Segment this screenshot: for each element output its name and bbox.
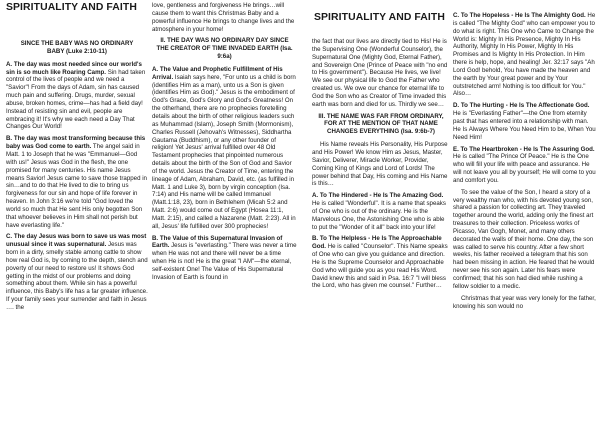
paragraph-c-label: C. To The Hopeless - He Is The Almighty God.: [453, 12, 586, 19]
story-paragraph: To see the value of the Son, I heard a story of a very wealthy man who, with his devoted young son, shared a passion for collecting art. They traveled together around the world, adding only the finest art treasures to their collection. Priceless works of Picasso, Van Gogh, Monet, and many others decorated the walls of their home. One day, the son was called to serve his country. After a few short weeks, his father received a telegram that his son had been missing in action. He feared that he would never see his son again. Later his fears were confirmed; that his son had died while rushing a fellow soldier to a medic.: [453, 188, 595, 290]
left-column-1: [6, 40, 148, 424]
paragraph-b: [312, 235, 450, 290]
right-column-1: [312, 38, 450, 424]
paragraph-a-text: He is called "Wonderful". It is a name that speaks of One who is out of the ordinary. He is the Marvelous One, the Astonishing One who is able to put the "Wonder of it all" back into your life!: [312, 200, 446, 231]
paragraph-b-text: The angel said in Matt. 1 to Joseph that he was "Emmanuel—God with us!" Jesus was God in the flesh, the one promised for many centuries. His name Jesus means Savior! Jesus came to save those trapped in sin…and to do that He lived to die to bring us forgiveness for our sin and hope of life forever in heaven. In John 3:16 we're told "God loved the world so much that He sent His only begotten Son that whoever believes in Him shall not perish but have everlasting life.": [6, 143, 147, 229]
section-heading: III. THE NAME WAS FAR FROM ORDINARY, FOR AT THE MENTION OF THAT NAME CHANGES EVERYTHING (Isa. 9:6b-7): [318, 112, 444, 136]
paragraph-a: [152, 66, 297, 231]
paragraph-e: [453, 146, 598, 185]
paragraph-a: [312, 192, 450, 231]
paragraph-a: [6, 61, 148, 132]
paragraph-c: [453, 12, 598, 98]
paragraph-a-label: A. The day was most needed since our world's sin is so much like Roaring Camp.: [6, 60, 142, 76]
paragraph-d-label: D. To The Hurting - He Is The Affectionate God.: [453, 102, 590, 110]
paragraph-e-text: He is called "The Prince Of Peace." He is the One who will fill your life with peace and assurance. He will not leave you all by yourself; He will come to you and comfort you.: [453, 153, 596, 184]
paragraph-a-label: A. The Value and Prophetic Fulfillment of His Arrival.: [152, 65, 283, 81]
right-page: [300, 0, 600, 424]
paragraph-d-text: He is "Everlasting Father"—the One from eternity past that has entered into a relationship with man. He Is Always Where You Need Him to be, When You Need Him!: [453, 110, 596, 141]
paragraph-a-label: A. To The Hindered - He Is The Amazing God.: [312, 192, 444, 200]
column-intro: love, gentleness and forgiveness He brings…will cause them to want this Christmas Baby and a powerful influence He brings to change lives and the atmosphere in your home!: [152, 2, 295, 33]
paragraph-e-label: E. To The Heartbroken - He Is The Assuring God.: [453, 145, 595, 153]
paragraph-d: [453, 102, 598, 141]
paragraph-c: [6, 233, 148, 311]
paragraph-b: [152, 235, 297, 282]
paragraph-b-label: B. The day was most transforming because this baby was God come to earth.: [6, 135, 146, 151]
paragraph-c-text: He is called "The Mighty God" who can empower you to do what is right. This One who Came to Change the World is: Mighty In His Presence, Mighty In His Authority, Mighty In His Power, Mighty In His Promises and Is Mighty In His Protection. In Him there is help, hope, and healing! Jer. 32:17 says "Ah Lord God! behold, You have made the heaven and the earth by Your great power and by Your outstretched arm! Nothing is too difficult for You." Also…: [453, 12, 596, 98]
left-column-2: [152, 2, 297, 424]
paragraph-c-label: C. The day Jesus was born to save us was most unusual since it was supernatural.: [6, 233, 147, 249]
column-intro: the fact that our lives are directly tied to His! He is the Supervising One (Wonderful Counselor), the Supernatural One (Mighty God, Eternal Father), and Sovereign One (Prince of Peace with "no end to His government"). Because He lives, we live! We see our physical life to God the Father who created us. We owe our chance for eternal life to God the Son who as Creator of Time invaded this earth was born and died for us. Thirdly we see…: [312, 38, 448, 108]
paragraph-b-text: He is called "Counselor". This Name speaks of One who can give you guidance and direction. He is the Supreme Counselor and Approachable God who will guide you as you read His Word. David knew this and said in Psa. 16:7 "I will bless the Lord, who has given me counsel." Further…: [312, 243, 448, 290]
paragraph-c-text: Jesus was born in a dirty, smelly stable among cattle to show how real God is, by coming to the depth, stench and poverty of our need to restore us! It shows God getting in the midst of our problems and doing something about them. While sin has a powerful influence, this Baby's life has a far greater influence. If your family sees your surrender and faith in Jesus …. the: [6, 241, 148, 311]
section-heading: II. THE DAY WAS NO ORDINARY DAY SINCE THE CREATOR OF TIME INVADED EARTH (Isa. 9:6a): [156, 37, 293, 61]
section-heading: SINCE THE BABY WAS NO ORDINARY BABY (Luke 2:10-11): [20, 40, 134, 55]
right-column-2: [453, 12, 598, 424]
page-title: SPIRITUALITY AND FAITH: [6, 2, 137, 13]
paragraph-b-label: B. The Value of this Supernatural Invasion of Earth.: [152, 234, 283, 250]
story-paragraph-continued: Christmas that year was very lonely for the father, knowing his son would no: [453, 294, 596, 310]
paragraph-b-label: B. To The Helpless - He Is The Approachable God.: [312, 235, 442, 251]
paragraph-b-text: Jesus is "everlasting." There was never a time when He was not and there will never be a time when He is not! He is the great "I AM"—the eternal, self-existent One! The Value of His Supernatural Invasion of Earth is found in: [152, 242, 297, 281]
paragraph-b: [6, 135, 148, 229]
paragraph-a-text: Isaiah says here, "For unto us a child is born (identifies Him as a man), unto us a Son is given (identifies Him as God)." Jesus is the embodiment of God's Grace, God's Glory and God's Greatness! On the otherhand, there are no prophecies foretelling details about the birth of other religious leaders such as Muhammad (Islam), Joseph Smith (Mormonism), Charles Russell (Jehovah's Witnesses), Siddhartha Gautama (Buddhism), or any other founder of religion! Yet Jesus' arrival fulfilled over 48 Old Testament prophecies that pinpointed numerous details about the birth of the Son of God and Savior of the world. Jesus the Creator of Time, entering the lineage of Adam, Abraham, David, etc. (as fulfilled in Matt. 1 and Luke 3), born by virgin conception (Isa. 7:14) and His name will be called Immanuel (Matt.1:18, 23), born in Bethlehem (Micah 5:2 and Matt. 2:6) would come out of Egypt (Hosea 11:1, Matt. 2:15), and called a Nazarene (Matt. 2:23). All in all, Jesus' life fulfilled over 300 prophecies!: [152, 73, 296, 230]
names-paragraph: His Name reveals His Personality, His Purpose and His Power! We know Him as Jesus, Master, Savior, Deliverer, Miracle Worker, Provider, Coming King of Kings and Lord of Lords! The power behind that Day, His coming and His Name is this…: [312, 141, 448, 188]
page-title: SPIRITUALITY AND FAITH: [314, 12, 445, 23]
paragraph-a-text: Sin had taken control of the lives of people and we need a "Savior"! From the days of Adam, sin has caused much pain and suffering. Drugs, murder, sexual abuse, broken homes, crime—has had a field day! Instead of resisting sin and evil, people are embracing it! It's why we each need a Day That Changes Our World!: [6, 68, 146, 131]
